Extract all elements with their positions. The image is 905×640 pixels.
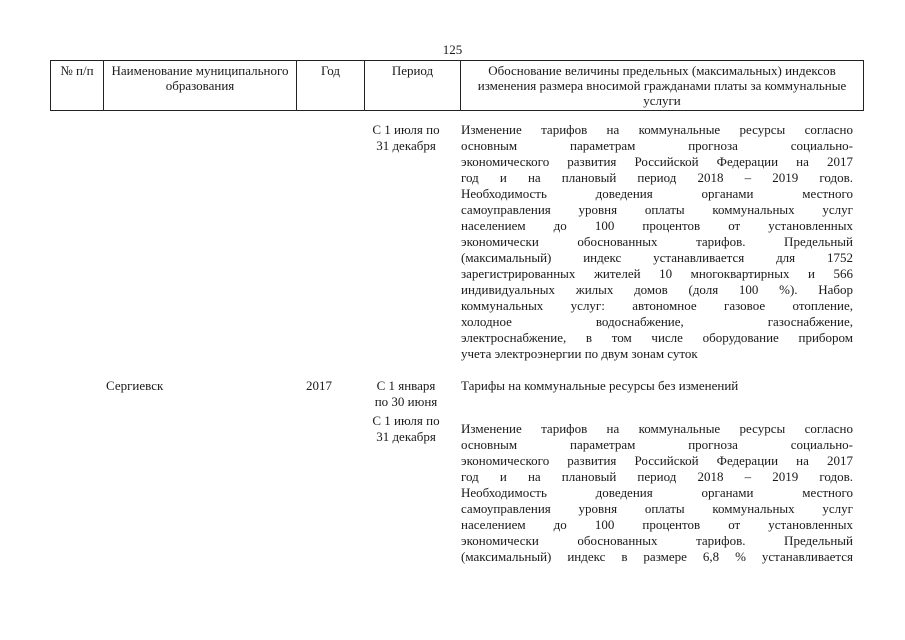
row-1-text-line: коммунальных услуг: автономное газовое отопление, (461, 298, 853, 313)
row-3-text-line: основным параметрам прогноза социально- (461, 437, 853, 452)
row-1-text-line: зарегистрированных жителей 10 многоквартирных и 566 (461, 266, 853, 281)
header-year: Год (297, 61, 365, 111)
row-1-text-line: год и на плановый период 2018 – 2019 годов. (461, 170, 853, 185)
header-period: Период (365, 61, 461, 111)
row-1-text-line: экономически обоснованных тарифов. Предельный (461, 234, 853, 249)
row-1-text-line: холодное водоснабжение, газоснабжение, (461, 314, 853, 329)
row-1-period-line: 31 декабря (376, 138, 436, 153)
row-2-municipality: Сергиевск (106, 378, 164, 393)
row-3-text-line: населением до 100 процентов от установленных (461, 517, 853, 532)
row-1-period-line: С 1 июля по (372, 122, 440, 137)
row-3-text-line: год и на плановый период 2018 – 2019 годов. (461, 469, 853, 484)
row-3-text-line: (максимальный) индекс в размере 6,8 % устанавливается (461, 549, 853, 564)
row-1-text-line: Изменение тарифов на коммунальные ресурсы согласно (461, 122, 853, 137)
row-1-text-line: Необходимость доведения органами местного (461, 186, 853, 201)
row-1-text-line: (максимальный) индекс устанавливается для 1752 (461, 250, 853, 265)
row-1-text-line: населением до 100 процентов от установленных (461, 218, 853, 233)
row-3-period-line: С 1 июля по (372, 413, 440, 428)
row-2-text-line: Тарифы на коммунальные ресурсы без изменений (461, 378, 739, 393)
row-1-justification (461, 122, 853, 362)
row-3-justification (461, 421, 853, 565)
row-1-text-line: основным параметрам прогноза социально- (461, 138, 853, 153)
row-2-year: 2017 (306, 378, 332, 393)
row-3-period (362, 413, 450, 445)
row-3-text-line: Необходимость доведения органами местного (461, 485, 853, 500)
row-3-text-line: экономически обоснованных тарифов. Предельный (461, 533, 853, 548)
row-1-text-line: экономического развития Российской Федерации на 2017 (461, 154, 853, 169)
row-2-period (362, 378, 450, 410)
row-3-period-line: 31 декабря (376, 429, 436, 444)
row-3-text-line: самоуправления уровня оплаты коммунальных услуг (461, 501, 853, 516)
row-1-text-line: самоуправления уровня оплаты коммунальных услуг (461, 202, 853, 217)
table-header (50, 60, 864, 111)
row-1-text-line: электроснабжение, в том числе оборудование прибором (461, 330, 853, 345)
header-municipality: Наименование муниципального образования (104, 61, 297, 111)
header-number: № п/п (51, 61, 104, 111)
row-1-text-line: индивидуальных жилых домов (доля 100 %). Набор (461, 282, 853, 297)
header-justification: Обоснование величины предельных (максимальных) индексов изменения размера вносимой гражданами платы за коммунальные услуги (461, 61, 864, 111)
row-3-text-line: Изменение тарифов на коммунальные ресурсы согласно (461, 421, 853, 436)
page-number: 125 (442, 42, 463, 57)
row-1-period (362, 122, 450, 154)
row-2-period-line: С 1 января (376, 378, 436, 393)
row-2-justification (461, 378, 853, 394)
row-2-period-line: по 30 июня (374, 394, 438, 409)
row-3-text-line: экономического развития Российской Федерации на 2017 (461, 453, 853, 468)
row-1-text-line: учета электроэнергии по двум зонам суток (461, 346, 698, 361)
